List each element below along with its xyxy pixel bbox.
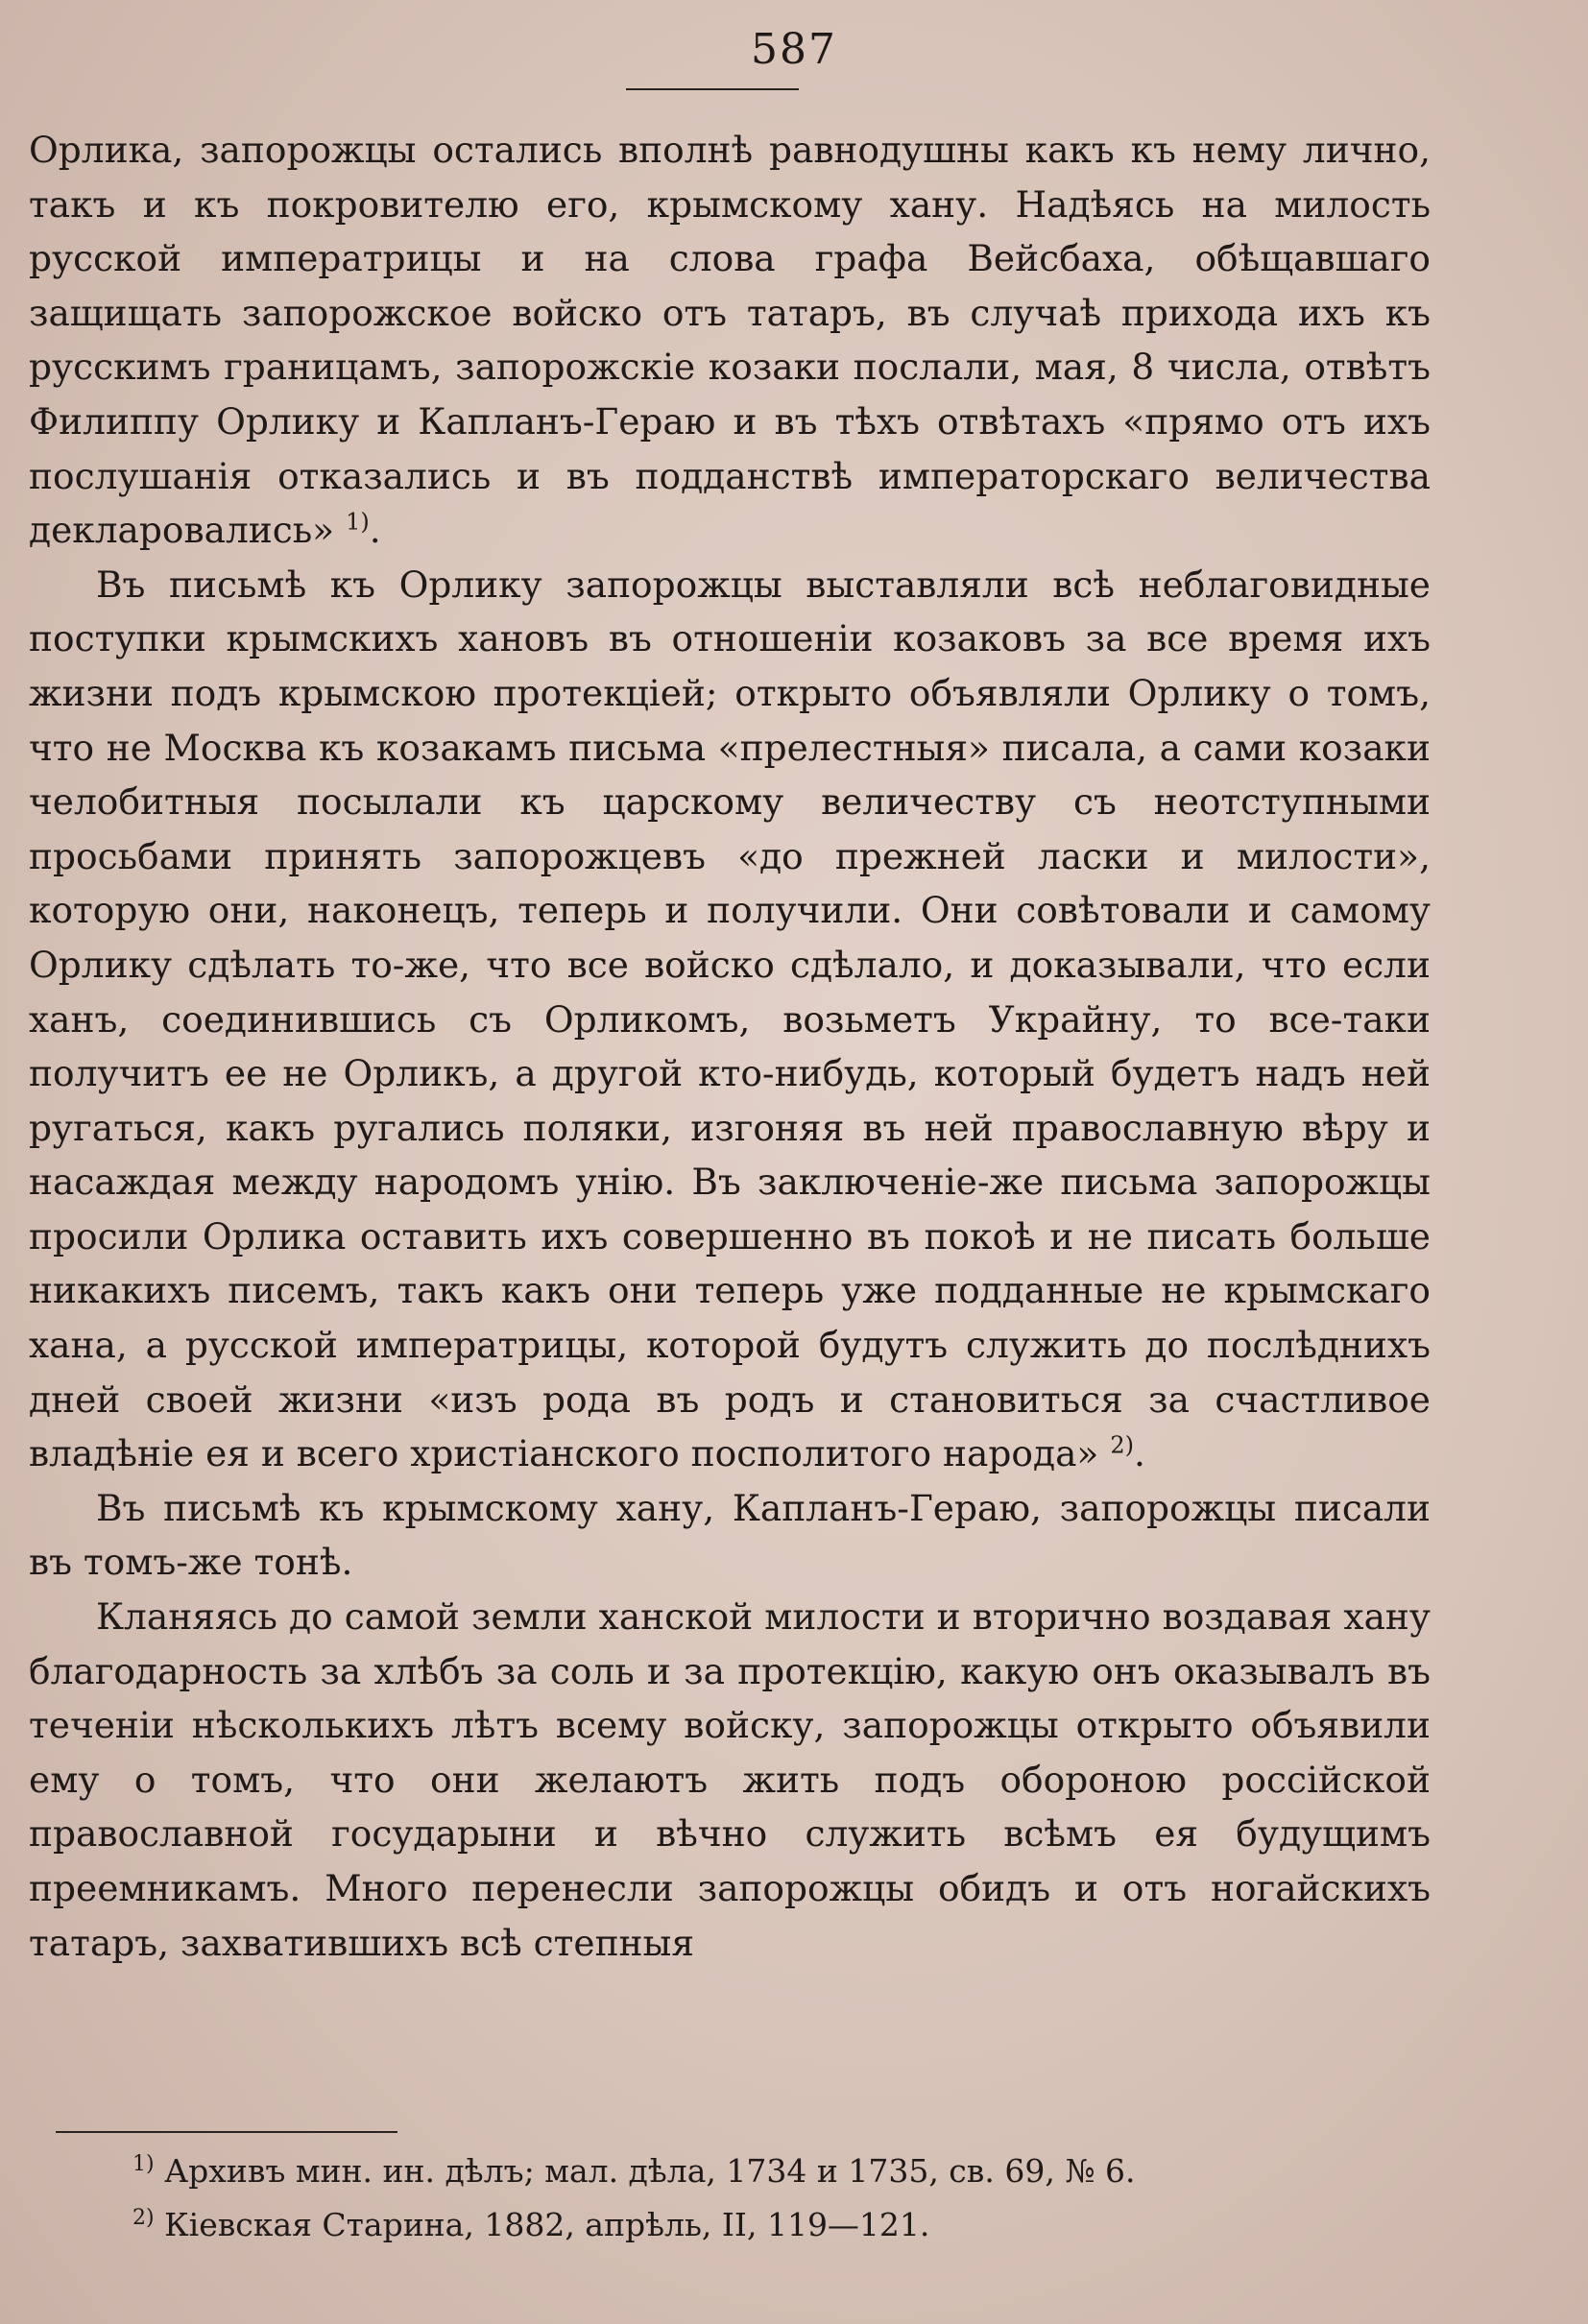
footnote-ref-2: 2) [1110,1431,1134,1459]
footnote-text: Архивъ мин. ин. дѣлъ; мал. дѣла, 1734 и 1735, св. 69, № 6. [164,2152,1136,2190]
footnotes [132,2144,1381,2252]
footnote-text: Кіевская Старина, 1882, апрѣль, II, 119—121. [164,2206,930,2243]
paragraph-1: Орлика, запорожцы остались вполнѣ равнодушны какъ къ нему лично, такъ и къ покровителю его, крымскому хану. Надѣясь на милость русской императрицы и на слова графа Вейсбаха, обѣщавшаго защищать запорожское войско отъ татаръ, въ случаѣ прихода ихъ къ русскимъ границамъ, запорожскіе козаки послали, мая, 8 числа, отвѣтъ Филиппу Орлику и Капланъ-Гераю и въ тѣхъ отвѣтахъ «прямо отъ ихъ послушанія отказались и въ подданствѣ императорскаго величества декларовались» $^{1)}$. [29,129,1431,552]
body-text [29,123,1431,1970]
footnote-2 [132,2198,1381,2252]
paragraph-4: Кланяясь до самой земли ханской милости и вторично воздавая хану благодарность за хлѣбъ за соль и за протекцію, какую онъ оказывалъ въ теченіи нѣсколькихъ лѣтъ всему войску, запорожцы открыто объявили ему о томъ, что они желаютъ жить подъ обороною россійской православной государыни и вѣчно служить всѣмъ ея будущимъ преемникамъ. Много перенесли запорожцы обидъ и отъ ногайскихъ татаръ, захватившихъ всѣ степныя [29,1595,1431,1964]
footnote-rule [56,2131,397,2133]
paragraph-2: Въ письмѣ къ Орлику запорожцы выставляли всѣ неблаговидные поступки крымскихъ хановъ въ отношеніи козаковъ за все время ихъ жизни подъ крымскою протекціей; открыто объявляли Орлику о томъ, что не Москва къ козакамъ письма «прелестныя» писала, а сами козаки челобитныя посылали къ царскому величеству съ неотступными просьбами принять запорожцевъ «до прежней ласки и милости», которую они, наконецъ, теперь и получили. Они совѣтовали и самому Орлику сдѣлать то-же, что все войско сдѣлало, и доказывали, что если ханъ, соединившись съ Орликомъ, возьметъ Украйну, то все-таки получитъ ее не Орликъ, а другой кто-нибудь, который будетъ надъ ней ругаться, какъ ругались поляки, изгоняя въ ней православную вѣру и насаждая между народомъ унію. Въ заключеніе-же письма запорожцы просили Орлика оставить ихъ совершенно въ покоѣ и не писать больше никакихъ писемъ, такъ какъ они теперь уже подданные не крымскаго хана, а русской императрицы, которой будутъ служить до послѣднихъ дней своей жизни «изъ рода въ родъ и становиться за счастливое владѣніе ея и всего христіанского посполитого народа» $^{2)}$. [29,563,1431,1475]
page-number-rule [626,88,799,90]
footnote-ref-1: 1) [346,508,370,536]
page-number: 587 [751,25,837,74]
footnote-1 [132,2144,1381,2198]
footnote-mark: 2) [132,2206,155,2230]
paragraph-3: Въ письмѣ къ крымскому хану, Капланъ-Гераю, запорожцы писали въ томъ-же тонѣ. [29,1486,1431,1584]
footnote-mark: 1) [132,2152,155,2176]
